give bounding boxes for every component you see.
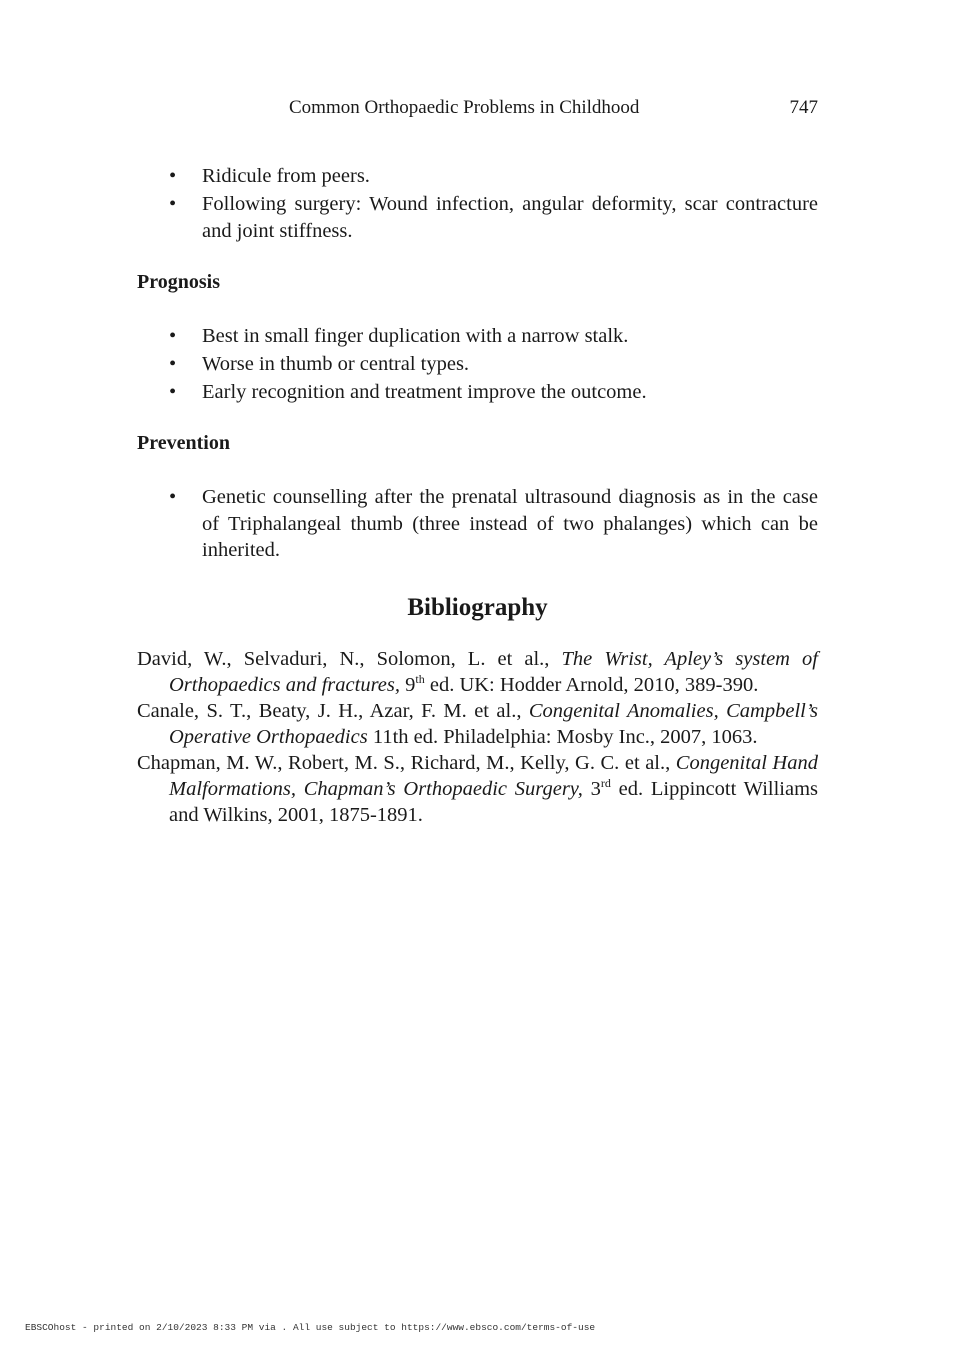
- bullet-icon: •: [169, 325, 177, 347]
- list-item: • Early recognition and treatment improve the outcome.: [137, 379, 818, 406]
- bullet-icon: •: [169, 193, 177, 215]
- prognosis-heading: Prognosis: [137, 271, 220, 293]
- page-number: 747: [789, 97, 818, 118]
- prevention-list: [137, 484, 818, 565]
- bibliography-heading: Bibliography: [407, 594, 548, 621]
- footer-notice: EBSCOhost - printed on 2/10/2023 8:33 PM via . All use subject to https://www.ebsco.com/terms-of-use: [25, 1322, 596, 1333]
- prognosis-list: [137, 323, 818, 407]
- bullet-icon: •: [169, 486, 177, 508]
- bullet-icon: •: [169, 381, 177, 403]
- running-title: Common Orthopaedic Problems in Childhood: [289, 97, 640, 118]
- list-item: • Best in small finger duplication with a narrow stalk.: [137, 323, 818, 350]
- prevention-heading: Prevention: [137, 432, 230, 454]
- list-item: • Genetic counselling after the prenatal ultrasound diagnosis as in the case of Triphalangeal thumb (three instead of two phalanges) which can be inherited.: [169, 486, 818, 561]
- bibliography-list: [137, 646, 818, 828]
- bullet-icon: •: [169, 353, 177, 375]
- complications-list: [137, 163, 818, 246]
- list-item: • Ridicule from peers.: [137, 163, 818, 190]
- bibliography-entry: Chapman, M. W., Robert, M. S., Richard, M., Kelly, G. C. et al., Congenital Hand Malformations, Chapman’s Orthopaedic Surgery, 3rd ed. Lippincott Williams and Wilkins, 2001, 1875-1891.: [137, 752, 818, 826]
- bullet-icon: •: [169, 165, 177, 187]
- bibliography-entry: David, W., Selvaduri, N., Solomon, L. et al., The Wrist, Apley’s system of Orthopaedics and fractures, 9th ed. UK: Hodder Arnold, 2010, 389-390.: [137, 648, 818, 696]
- list-item: • Worse in thumb or central types.: [137, 351, 818, 378]
- running-header: [137, 97, 818, 121]
- list-item: • Following surgery: Wound infection, angular deformity, scar contracture and joint stiffness.: [169, 193, 818, 242]
- bibliography-entry: Canale, S. T., Beaty, J. H., Azar, F. M. et al., Congenital Anomalies, Campbell’s Operative Orthopaedics 11th ed. Philadelphia: Mosby Inc., 2007, 1063.: [137, 700, 818, 748]
